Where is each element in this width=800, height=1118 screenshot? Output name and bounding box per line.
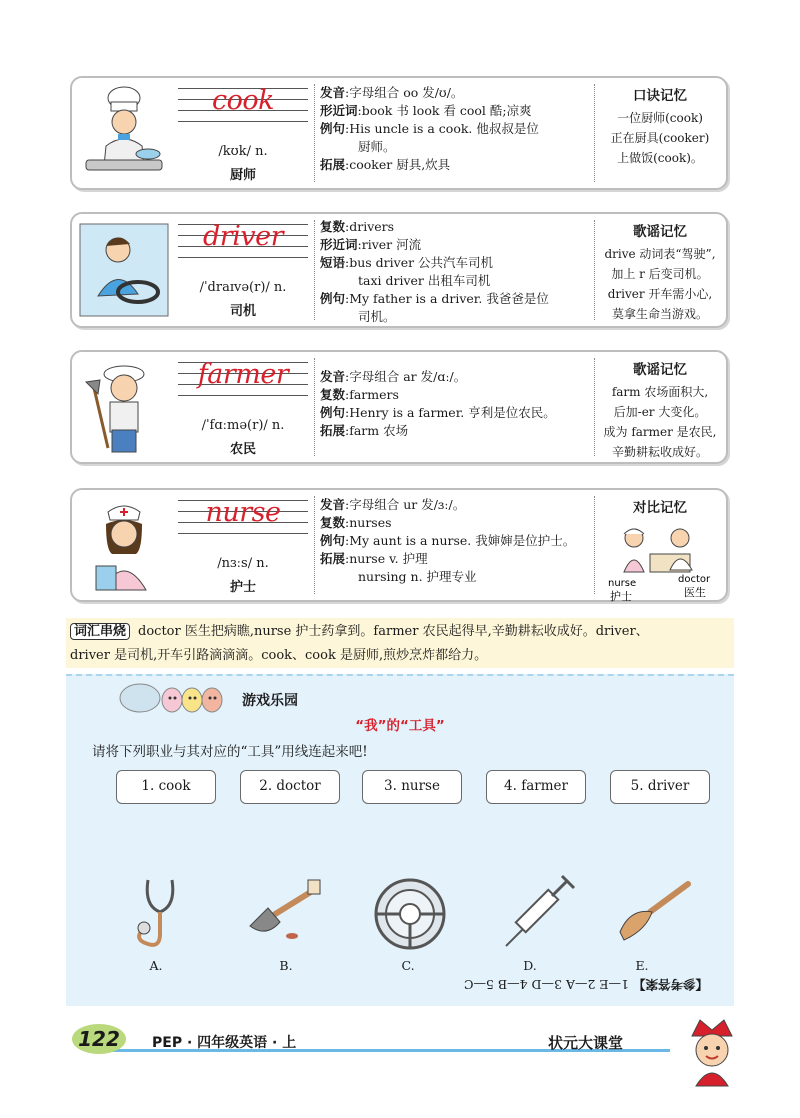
game-title: 游戏乐园 (242, 693, 298, 709)
tool-label-e: E. (635, 958, 649, 973)
word-area (176, 352, 310, 462)
option-nurse[interactable]: 3. nurse (362, 770, 462, 804)
word-info: 发音:字母组合 ar 发/ɑː/。 复数:farmers 例句:Henry is a farmer. 亨利是位农民。 拓展:farm 农场 (320, 369, 556, 438)
answer-label: 【参考答案】 (632, 977, 708, 992)
chinese-meaning: 厨师 (229, 168, 256, 183)
page-number: 122 (72, 1024, 126, 1054)
word-nurse: nurse (205, 497, 281, 528)
memory-tip: 口诀记忆 一位厨师(cook) 正在厨具(cooker) 上做饭(cook)。 (610, 88, 710, 165)
word-area (176, 214, 310, 326)
stethoscope-icon[interactable] (130, 872, 214, 956)
svg-text:doctor: doctor (678, 574, 711, 585)
tool-label-d: D. (523, 958, 537, 973)
phonetic: /kʊk/ n. (218, 144, 268, 159)
series-title: PEP · 四年级英语 · 上 (152, 1035, 297, 1051)
word-info: 发音:字母组合 oo 发/ʊ/。 形近词:book 书 look 看 cool 酷;凉爽 例句:His uncle is a cook. 他叔叔是位 厨师。 拓展:cooker 厨具,炊具 (320, 85, 539, 172)
vocab-line-2: driver 是司机,开车引路滴滴滴。cook、cook 是厨师,煎炒烹炸都给力。 (70, 648, 488, 663)
game-instruction: 请将下列职业与其对应的“工具”用线连起来吧! (92, 744, 368, 760)
nurse-doctor-illustration (600, 520, 720, 604)
syringe-icon[interactable] (496, 872, 580, 956)
vocab-label: 词汇串烧 (70, 623, 130, 640)
cook-illustration (78, 84, 170, 184)
vocab-rhyme (66, 618, 734, 668)
word-farmer: farmer (197, 359, 289, 390)
chinese-meaning: 护士 (229, 580, 256, 595)
option-driver[interactable]: 5. driver (610, 770, 710, 804)
phonetic: /ˈfɑːmə(r)/ n. (201, 418, 285, 433)
mascot-icon (676, 1016, 748, 1088)
word-info: 复数:drivers 形近词:river 河流 短语:bus driver 公共汽车司机 taxi driver 出租车司机 例句:My father is a driver. 我爸爸是位 司机。 (320, 219, 549, 324)
tool-label-b: B. (279, 958, 293, 973)
answer-key (348, 976, 708, 994)
svg-text:医生: 医生 (684, 586, 706, 599)
option-cook[interactable]: 1. cook (116, 770, 216, 804)
cloud-characters-icon (118, 680, 238, 714)
phonetic: /nɜːs/ n. (217, 556, 269, 571)
phonetic: /ˈdraɪvə(r)/ n. (199, 280, 287, 295)
word-area (176, 490, 310, 600)
driver-illustration (78, 220, 170, 320)
steering-wheel-icon[interactable] (368, 872, 452, 956)
answer-text: 1—E 2—A 3—D 4—B 5—C (463, 977, 629, 992)
word-card-nurse (70, 488, 728, 602)
word-driver: driver (203, 221, 283, 252)
vocab-line-1: doctor 医生把病瞧,nurse 护士药拿到。farmer 农民起得早,辛勤耕耘收成好。driver、 (138, 624, 649, 639)
option-farmer[interactable]: 4. farmer (486, 770, 586, 804)
shovel-icon[interactable] (244, 872, 328, 956)
svg-text:护士: 护士 (610, 590, 632, 603)
game-section (66, 674, 734, 1006)
memory-tip: 歌谣记忆 drive 动词表“驾驶”, 加上 r 后变司机。 driver 开车需小心, 莫拿生命当游戏。 (604, 224, 716, 321)
word-card-cook (70, 76, 728, 190)
memory-tip: 歌谣记忆 farm 农场面积大, 后加-er 大变化。 成为 farmer 是农民, 辛勤耕耘收成好。 (603, 362, 717, 459)
word-info: 发音:字母组合 ur 发/ɜː/。 复数:nurses 例句:My aunt is a nurse. 我婶婶是位护士。 拓展:nurse v. 护理 nursing n. 护理专业 (320, 497, 576, 584)
word-cook: cook (212, 85, 274, 116)
game-subtitle: “我”的“工具” (355, 718, 445, 734)
farmer-illustration (78, 358, 170, 458)
chinese-meaning: 司机 (229, 304, 256, 319)
brand-name: 状元大课堂 (548, 1034, 624, 1052)
nurse-illustration (78, 496, 170, 596)
tool-label-a: A. (149, 958, 163, 973)
word-area (176, 78, 310, 188)
word-card-farmer (70, 350, 728, 464)
option-doctor[interactable]: 2. doctor (240, 770, 340, 804)
svg-text:nurse: nurse (608, 578, 637, 589)
memory-tip: 对比记忆 nurse 护士 doctor 医生 (598, 496, 722, 608)
tool-label-c: C. (401, 958, 415, 973)
chinese-meaning: 农民 (229, 442, 256, 457)
word-card-driver (70, 212, 728, 328)
spatula-icon[interactable] (610, 872, 694, 956)
